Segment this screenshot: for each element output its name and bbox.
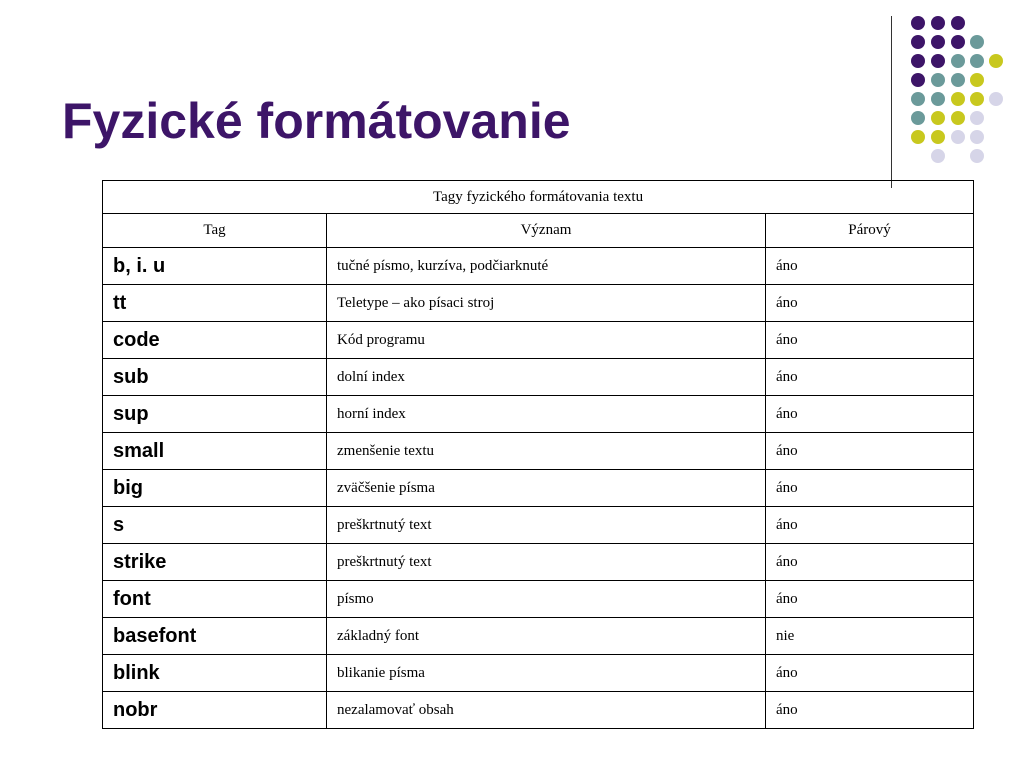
meaning-cell: zväčšenie písma: [327, 470, 766, 507]
paired-cell: áno: [766, 544, 974, 581]
decor-dot: [911, 92, 925, 106]
decorative-dot-grid: [0, 0, 1024, 200]
decor-dot: [931, 35, 945, 49]
slide-title: Fyzické formátovanie: [62, 93, 571, 149]
decor-dot: [989, 92, 1003, 106]
paired-cell: nie: [766, 618, 974, 655]
decor-dot: [911, 130, 925, 144]
tag-cell: blink: [103, 655, 327, 692]
paired-cell: áno: [766, 322, 974, 359]
meaning-cell: Teletype – ako písaci stroj: [327, 285, 766, 322]
decor-dot: [911, 111, 925, 125]
decor-dot: [951, 54, 965, 68]
column-header-meaning: Význam: [327, 214, 766, 248]
table-row: [103, 618, 974, 655]
decor-dot: [931, 149, 945, 163]
paired-cell: áno: [766, 248, 974, 285]
paired-cell: áno: [766, 433, 974, 470]
table-row: [103, 359, 974, 396]
paired-cell: áno: [766, 655, 974, 692]
decor-dot: [931, 73, 945, 87]
meaning-cell: blikanie písma: [327, 655, 766, 692]
decor-dot: [911, 16, 925, 30]
decor-dot: [951, 73, 965, 87]
paired-cell: áno: [766, 396, 974, 433]
table-row: [103, 655, 974, 692]
meaning-cell: dolní index: [327, 359, 766, 396]
table-row: [103, 692, 974, 729]
tag-cell: small: [103, 433, 327, 470]
decor-dot: [970, 130, 984, 144]
tag-cell: sub: [103, 359, 327, 396]
meaning-cell: nezalamovať obsah: [327, 692, 766, 729]
meaning-cell: písmo: [327, 581, 766, 618]
tag-cell: font: [103, 581, 327, 618]
tag-cell: big: [103, 470, 327, 507]
decor-dot: [931, 130, 945, 144]
table-row: [103, 470, 974, 507]
table-row: [103, 322, 974, 359]
table-caption: Tagy fyzického formátovania textu: [103, 181, 974, 214]
decor-dot: [951, 111, 965, 125]
decor-dot: [951, 92, 965, 106]
table-row: [103, 248, 974, 285]
decor-dot: [951, 35, 965, 49]
paired-cell: áno: [766, 470, 974, 507]
decor-dot: [951, 16, 965, 30]
paired-cell: áno: [766, 692, 974, 729]
tag-cell: sup: [103, 396, 327, 433]
table-row: [103, 396, 974, 433]
tag-cell: b, i. u: [103, 248, 327, 285]
decor-dot: [911, 73, 925, 87]
column-header-paired: Párový: [766, 214, 974, 248]
decor-dot: [931, 54, 945, 68]
table-row: [103, 433, 974, 470]
tag-cell: strike: [103, 544, 327, 581]
paired-cell: áno: [766, 581, 974, 618]
meaning-cell: horní index: [327, 396, 766, 433]
tag-cell: s: [103, 507, 327, 544]
tag-cell: tt: [103, 285, 327, 322]
meaning-cell: preškrtnutý text: [327, 507, 766, 544]
tag-cell: nobr: [103, 692, 327, 729]
decor-dot: [970, 149, 984, 163]
table-row: [103, 285, 974, 322]
formatting-tags-table: [102, 180, 974, 729]
decor-dot: [911, 54, 925, 68]
decor-dot: [970, 111, 984, 125]
table-row: [103, 507, 974, 544]
decor-dot: [951, 130, 965, 144]
decor-dot: [911, 35, 925, 49]
meaning-cell: tučné písmo, kurzíva, podčiarknuté: [327, 248, 766, 285]
meaning-cell: zmenšenie textu: [327, 433, 766, 470]
paired-cell: áno: [766, 359, 974, 396]
meaning-cell: preškrtnutý text: [327, 544, 766, 581]
paired-cell: áno: [766, 285, 974, 322]
decor-dot: [970, 92, 984, 106]
decor-dot: [970, 35, 984, 49]
table-row: [103, 544, 974, 581]
tag-cell: code: [103, 322, 327, 359]
paired-cell: áno: [766, 507, 974, 544]
decor-dot: [970, 54, 984, 68]
decor-dot: [931, 16, 945, 30]
decor-dot: [931, 111, 945, 125]
decor-dot: [931, 92, 945, 106]
table-row: [103, 581, 974, 618]
tag-cell: basefont: [103, 618, 327, 655]
meaning-cell: základný font: [327, 618, 766, 655]
column-header-tag: Tag: [103, 214, 327, 248]
decor-dot: [989, 54, 1003, 68]
meaning-cell: Kód programu: [327, 322, 766, 359]
decor-dot: [970, 73, 984, 87]
